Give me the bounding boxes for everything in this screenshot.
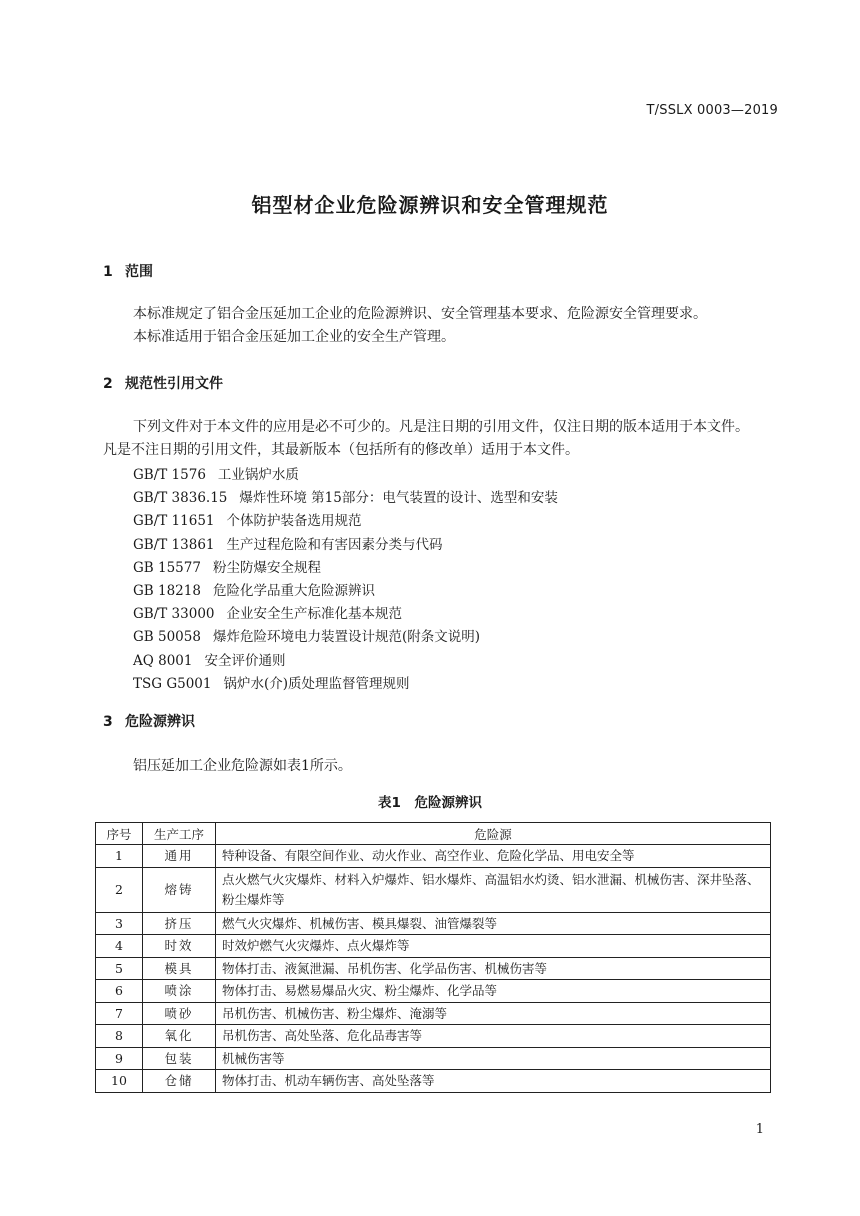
reference-item bbox=[133, 464, 558, 487]
reference-code: TSG G5001 bbox=[133, 675, 212, 692]
row-no: 5 bbox=[96, 957, 143, 980]
section-title: 规范性引用文件 bbox=[125, 376, 223, 392]
row-no: 8 bbox=[96, 1025, 143, 1048]
reference-item bbox=[133, 487, 558, 510]
reference-code: GB 50058 bbox=[133, 629, 201, 646]
row-hazards: 物体打击、液氮泄漏、吊机伤害、化学品伤害、机械伤害等 bbox=[216, 957, 771, 980]
reference-list bbox=[133, 464, 558, 696]
scope-paragraph-2: 本标准适用于铝合金压延加工企业的安全生产管理。 bbox=[133, 329, 455, 345]
row-no: 3 bbox=[96, 912, 143, 935]
header-hazards: 危险源 bbox=[216, 823, 771, 845]
table-row bbox=[96, 957, 771, 980]
hazard-intro-paragraph: 铝压延加工企业危险源如表1所示。 bbox=[133, 758, 352, 774]
reference-title: 危险化学品重大危险源辨识 bbox=[212, 582, 375, 599]
reference-code: GB/T 13861 bbox=[133, 536, 215, 553]
reference-item bbox=[133, 510, 558, 533]
reference-item bbox=[133, 673, 558, 696]
row-hazards: 吊机伤害、机械伤害、粉尘爆炸、淹溺等 bbox=[216, 1002, 771, 1025]
reference-code: GB/T 11651 bbox=[133, 513, 215, 530]
section-number: 1 bbox=[103, 264, 113, 280]
reference-item bbox=[133, 557, 558, 580]
table-row bbox=[96, 912, 771, 935]
table-row bbox=[96, 845, 771, 868]
section-number: 3 bbox=[103, 714, 113, 730]
reference-code: GB 18218 bbox=[133, 582, 201, 599]
header-no: 序号 bbox=[96, 823, 143, 845]
row-hazards: 吊机伤害、高处坠落、危化品毒害等 bbox=[216, 1025, 771, 1048]
reference-item bbox=[133, 626, 558, 649]
row-hazards: 物体打击、易燃易爆品火灾、粉尘爆炸、化学品等 bbox=[216, 980, 771, 1003]
row-process: 时效 bbox=[143, 935, 216, 958]
reference-title: 企业安全生产标准化基本规范 bbox=[226, 606, 402, 623]
row-process: 包装 bbox=[143, 1047, 216, 1070]
table-row bbox=[96, 980, 771, 1003]
table-row bbox=[96, 1047, 771, 1070]
section-1-heading bbox=[103, 261, 153, 281]
row-no: 10 bbox=[96, 1070, 143, 1093]
reference-code: AQ 8001 bbox=[133, 652, 193, 669]
row-process: 模具 bbox=[143, 957, 216, 980]
table-row bbox=[96, 867, 771, 912]
row-process: 熔铸 bbox=[143, 867, 216, 912]
row-no: 7 bbox=[96, 1002, 143, 1025]
section-title: 范围 bbox=[125, 264, 153, 280]
reference-title: 爆炸性环境 第15部分：电气装置的设计、选型和安装 bbox=[239, 490, 558, 507]
row-process: 喷涂 bbox=[143, 980, 216, 1003]
reference-title: 锅炉水(介)质处理监督管理规则 bbox=[223, 675, 410, 692]
reference-code: GB 15577 bbox=[133, 559, 201, 576]
reference-item bbox=[133, 603, 558, 626]
section-2-heading bbox=[103, 373, 223, 393]
document-title: 铝型材企业危险源辨识和安全管理规范 bbox=[251, 193, 609, 217]
row-hazards: 点火燃气火灾爆炸、材料入炉爆炸、铝水爆炸、高温铝水灼烫、铝水泄漏、机械伤害、深井坠落、粉尘爆炸等 bbox=[216, 867, 771, 912]
reference-item bbox=[133, 650, 558, 673]
reference-item bbox=[133, 534, 558, 557]
row-hazards: 物体打击、机动车辆伤害、高处坠落等 bbox=[216, 1070, 771, 1093]
row-no: 9 bbox=[96, 1047, 143, 1070]
table-row bbox=[96, 1002, 771, 1025]
reference-code: GB/T 3836.15 bbox=[133, 490, 228, 507]
reference-code: GB/T 33000 bbox=[133, 606, 215, 623]
row-no: 2 bbox=[96, 867, 143, 912]
reference-title: 爆炸危险环境电力装置设计规范(附条文说明) bbox=[212, 629, 480, 646]
page-number: 1 bbox=[755, 1122, 764, 1137]
reference-title: 粉尘防爆安全规程 bbox=[212, 559, 321, 576]
reference-item bbox=[133, 580, 558, 603]
refs-intro-line-1: 下列文件对于本文件的应用是必不可少的。凡是注日期的引用文件，仅注日期的版本适用于本文件。 bbox=[133, 419, 749, 435]
row-process: 喷砂 bbox=[143, 1002, 216, 1025]
document-code: T/SSLX 0003—2019 bbox=[646, 103, 778, 118]
section-number: 2 bbox=[103, 376, 113, 392]
row-process: 挤压 bbox=[143, 912, 216, 935]
row-hazards: 燃气火灾爆炸、机械伤害、模具爆裂、油管爆裂等 bbox=[216, 912, 771, 935]
row-no: 1 bbox=[96, 845, 143, 868]
table-row bbox=[96, 1025, 771, 1048]
scope-paragraph-1: 本标准规定了铝合金压延加工企业的危险源辨识、安全管理基本要求、危险源安全管理要求。 bbox=[133, 306, 707, 322]
row-no: 4 bbox=[96, 935, 143, 958]
table-row bbox=[96, 935, 771, 958]
hazard-table bbox=[95, 822, 771, 1093]
reference-title: 个体防护装备选用规范 bbox=[226, 513, 362, 530]
row-process: 仓储 bbox=[143, 1070, 216, 1093]
section-title: 危险源辨识 bbox=[125, 714, 195, 730]
row-hazards: 特种设备、有限空间作业、动火作业、高空作业、危险化学品、用电安全等 bbox=[216, 845, 771, 868]
table-header-row bbox=[96, 823, 771, 845]
refs-intro-line-2: 凡是不注日期的引用文件，其最新版本（包括所有的修改单）适用于本文件。 bbox=[103, 442, 579, 458]
section-3-heading bbox=[103, 711, 195, 731]
reference-title: 生产过程危险和有害因素分类与代码 bbox=[226, 536, 443, 553]
reference-code: GB/T 1576 bbox=[133, 467, 206, 483]
row-hazards: 机械伤害等 bbox=[216, 1047, 771, 1070]
table-caption: 表1 危险源辨识 bbox=[378, 795, 482, 811]
reference-title: 安全评价通则 bbox=[204, 652, 286, 669]
row-no: 6 bbox=[96, 980, 143, 1003]
row-process: 通用 bbox=[143, 845, 216, 868]
header-process: 生产工序 bbox=[143, 823, 216, 845]
table-row bbox=[96, 1070, 771, 1093]
reference-title: 工业锅炉水质 bbox=[217, 467, 299, 483]
row-process: 氧化 bbox=[143, 1025, 216, 1048]
row-hazards: 时效炉燃气火灾爆炸、点火爆炸等 bbox=[216, 935, 771, 958]
